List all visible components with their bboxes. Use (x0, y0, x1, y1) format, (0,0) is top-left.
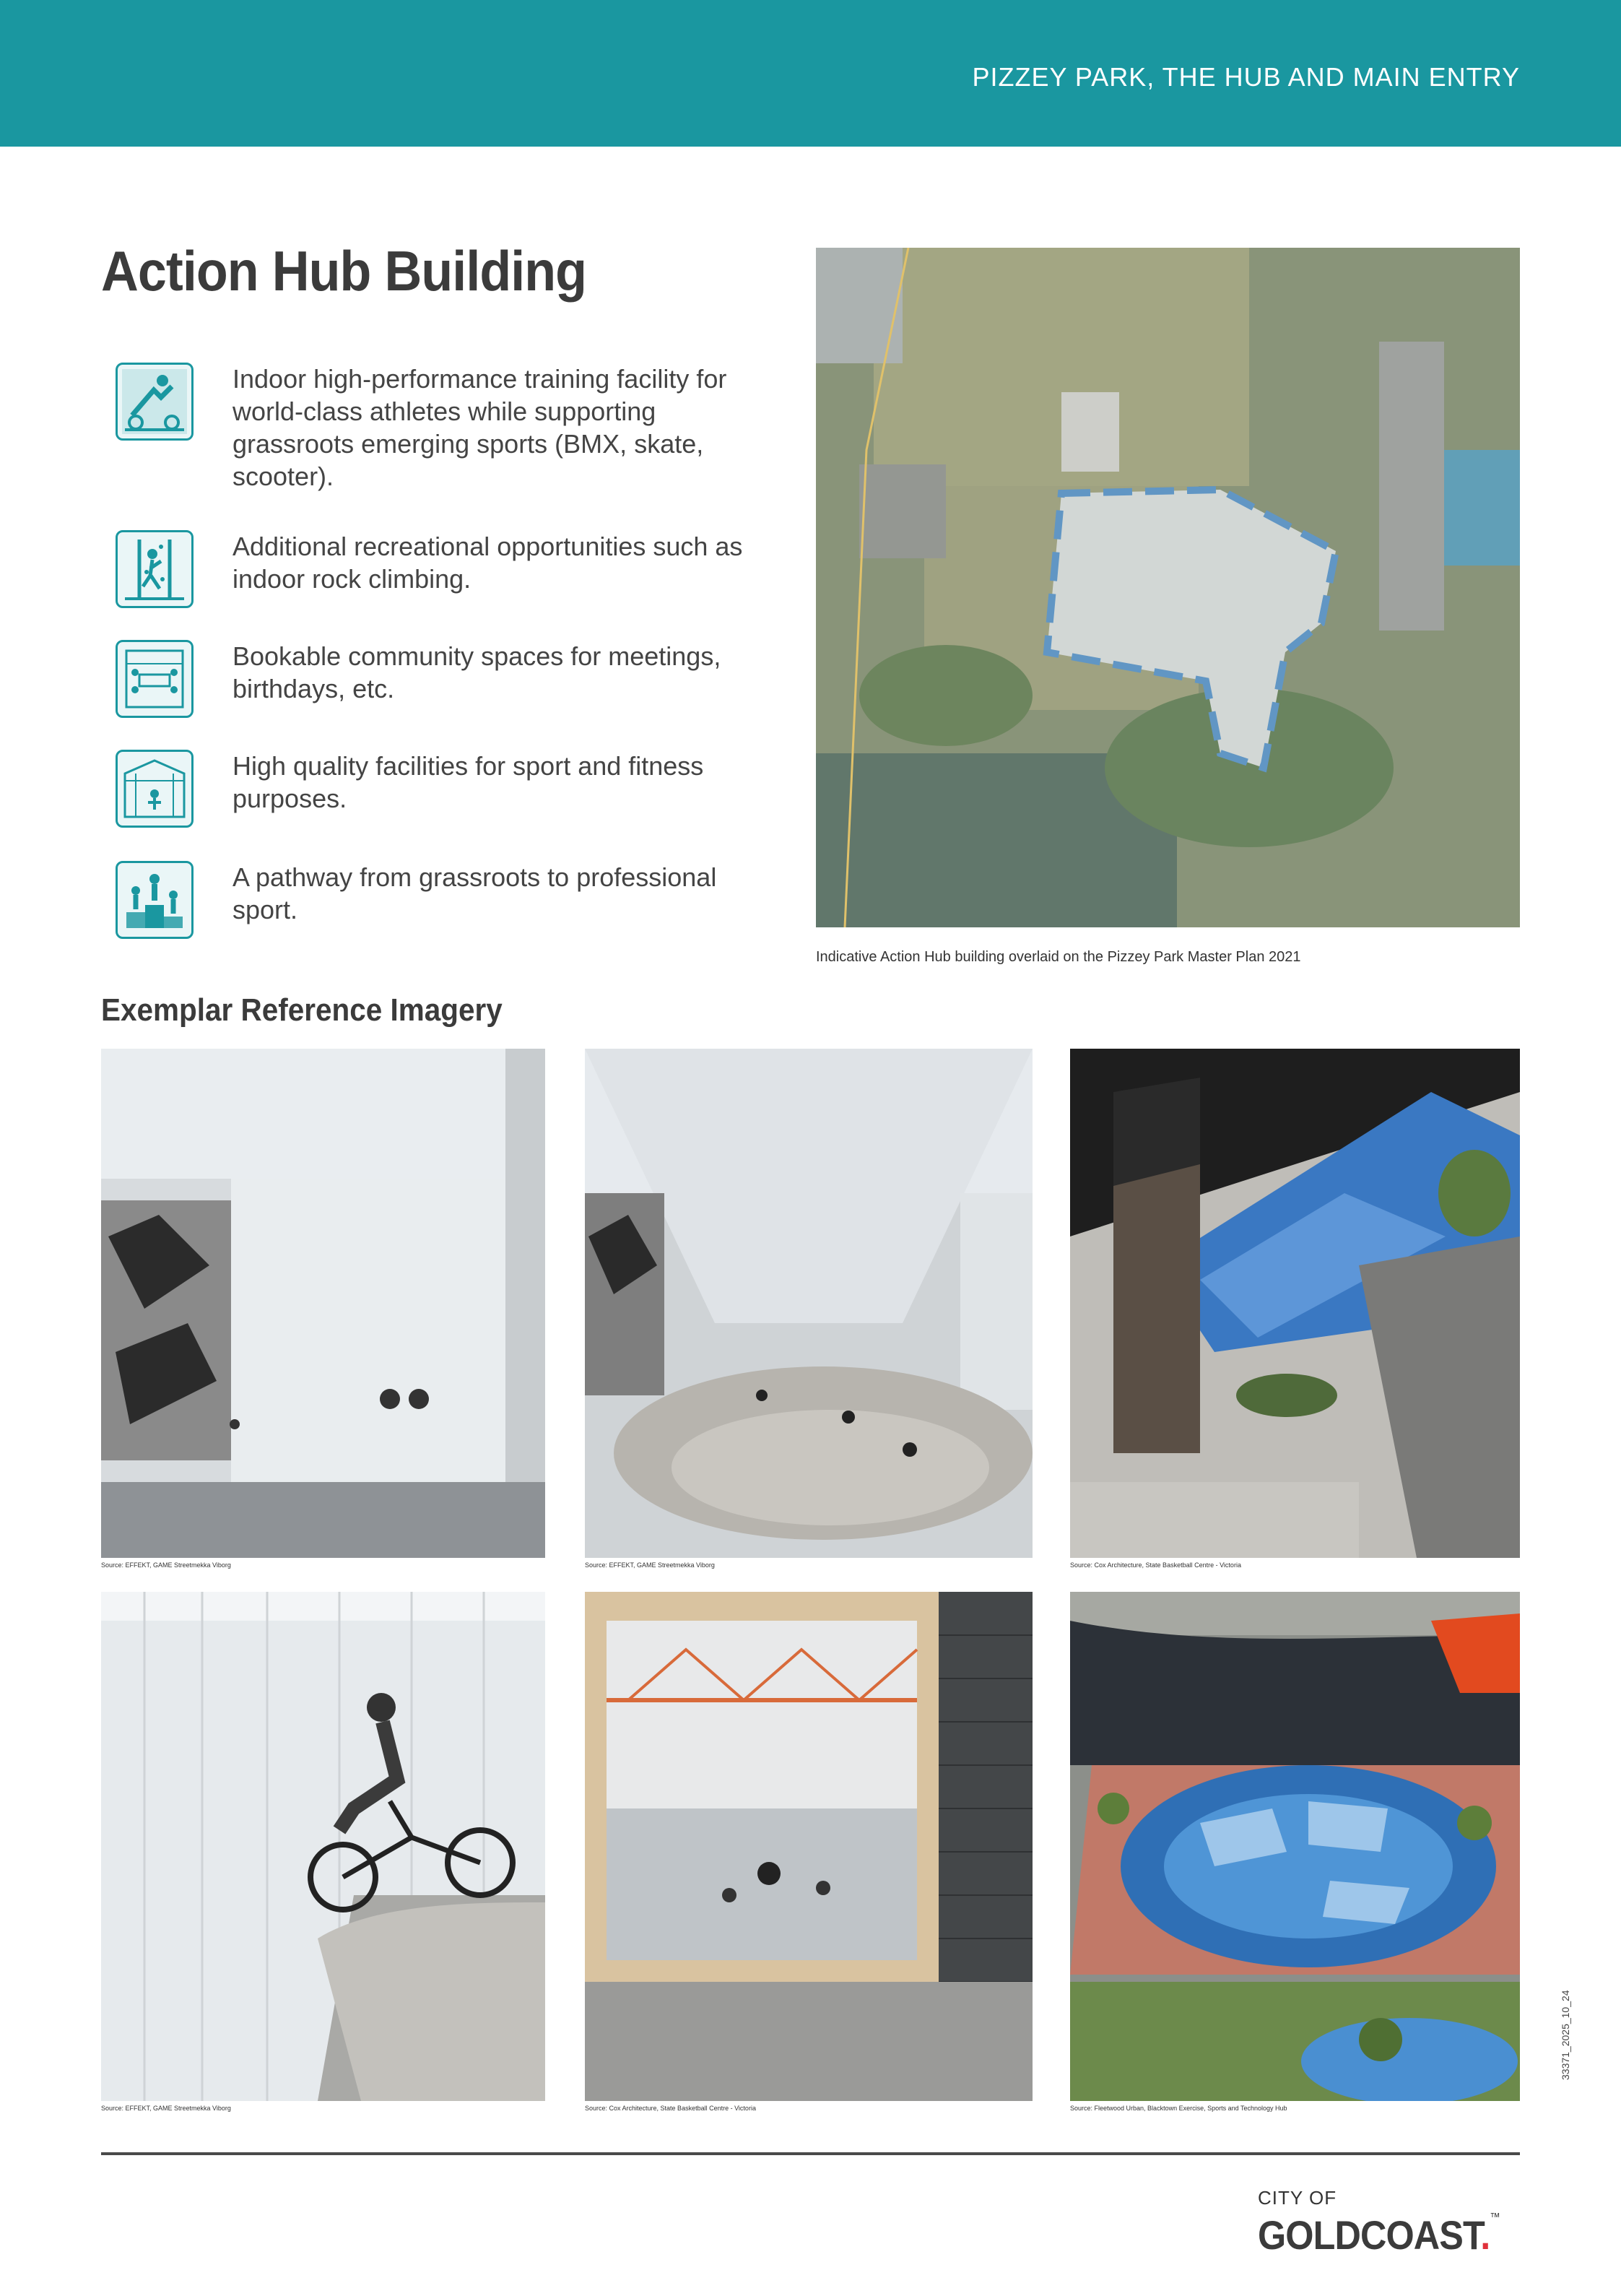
photo-source-caption: Source: EFFEKT, GAME Streetmekka Viborg (585, 1561, 715, 1569)
header-title: PIZZEY PARK, THE HUB AND MAIN ENTRY (972, 62, 1520, 92)
footer-rule (101, 2152, 1520, 2155)
sports-hall-icon (116, 750, 194, 828)
logo-trademark: ™ (1490, 2211, 1500, 2224)
meeting-room-icon (116, 640, 194, 718)
feature-text: High quality facilities for sport and fitness purposes. (232, 751, 704, 813)
gallery-photo-basketball-centre-aerial (1070, 1049, 1520, 1558)
site-map-image (816, 248, 1520, 927)
feature-text: A pathway from grassroots to professional sport. (232, 862, 717, 924)
feature-text: Additional recreational opportunities such as indoor rock climbing. (232, 532, 743, 594)
logo-red-dot: . (1480, 2212, 1490, 2258)
photo-source-caption: Source: EFFEKT, GAME Streetmekka Viborg (101, 2105, 231, 2112)
feature-text: Indoor high-performance training facility for world-class athletes while supporting grassroots emerging sports (BMX, skate, scooter). (232, 364, 727, 491)
gallery-photo-bmx-rider (101, 1592, 545, 2101)
rock-climbing-icon (116, 530, 194, 608)
city-of-gold-coast-logo (1258, 2187, 1503, 2259)
photo-source-caption: Source: Fleetwood Urban, Blacktown Exercise, Sports and Technology Hub (1070, 2105, 1287, 2112)
document-code: 33371_2025_10_24 (1560, 1990, 1571, 2080)
gallery-photo-sports-hub-aerial (1070, 1592, 1520, 2101)
feature-text: Bookable community spaces for meetings, birthdays, etc. (232, 641, 721, 703)
logo-city-of: CITY OF (1258, 2187, 1337, 2209)
photo-source-caption: Source: EFFEKT, GAME Streetmekka Viborg (101, 1561, 231, 1569)
gallery-photo-viewing-window (585, 1592, 1033, 2101)
podium-icon (116, 861, 194, 939)
photo-source-caption: Source: Cox Architecture, State Basketball Centre - Victoria (585, 2105, 756, 2112)
section-heading: Exemplar Reference Imagery (101, 992, 503, 1028)
photo-source-caption: Source: Cox Architecture, State Basketball Centre - Victoria (1070, 1561, 1241, 1569)
gallery-photo-indoor-skate-bowl (585, 1049, 1033, 1558)
bmx-skater-icon (116, 363, 194, 441)
page-title: Action Hub Building (101, 239, 587, 303)
gallery-photo-skatepark-entrance (101, 1049, 545, 1558)
logo-goldcoast-text: GOLDCOAST (1258, 2212, 1481, 2258)
header-band (0, 0, 1621, 147)
logo-goldcoast (1258, 2211, 1500, 2258)
map-caption: Indicative Action Hub building overlaid on the Pizzey Park Master Plan 2021 (816, 949, 1301, 965)
